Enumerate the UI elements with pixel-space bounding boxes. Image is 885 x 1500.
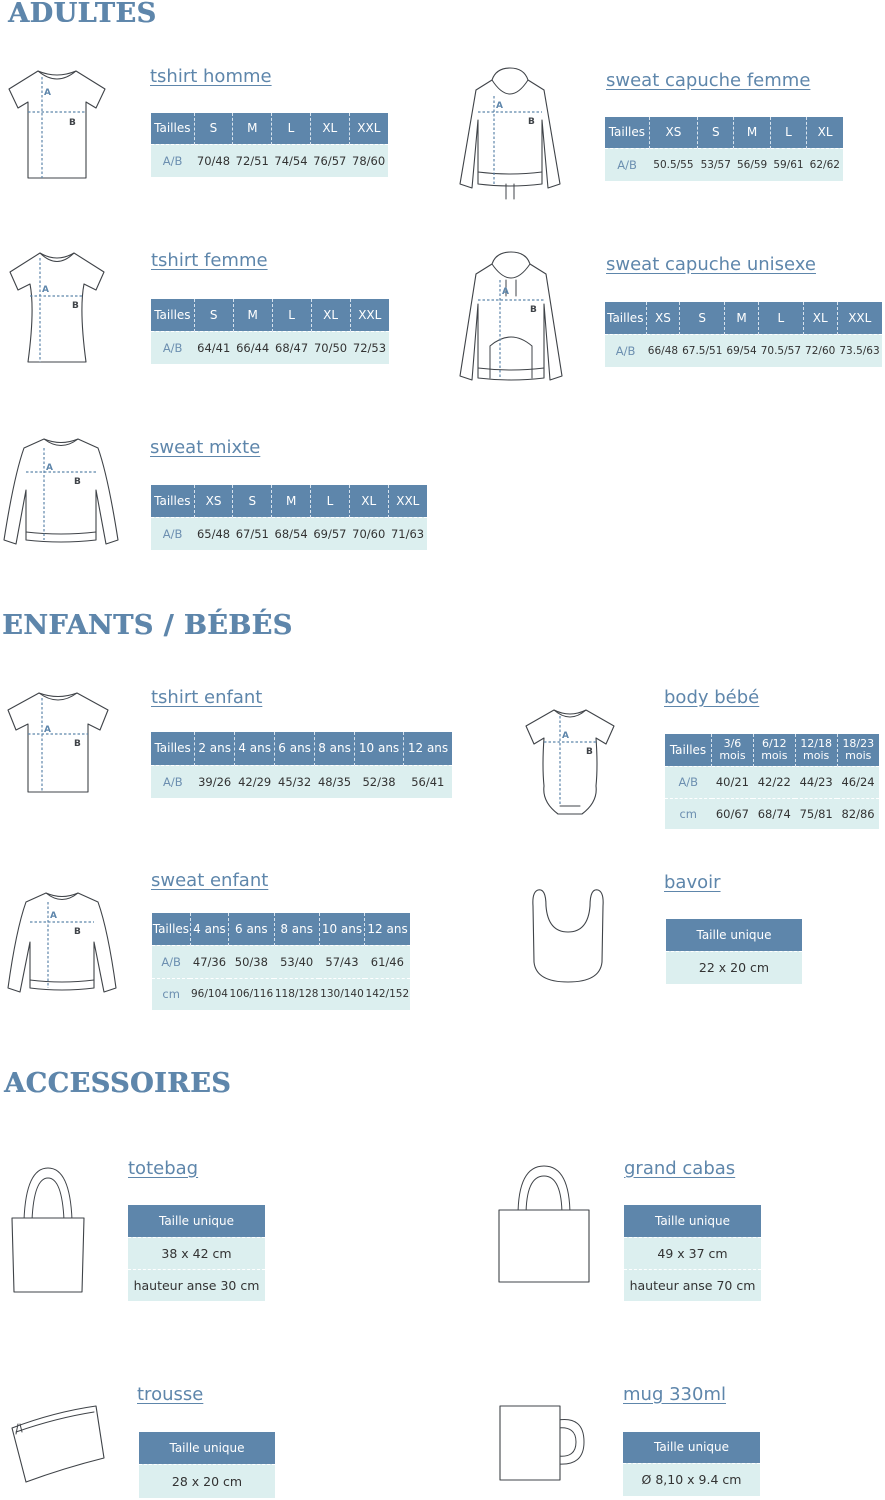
bavoir-drawing xyxy=(530,886,606,986)
product-title-bavoir[interactable]: bavoir xyxy=(664,872,721,893)
size-value: 50/38 xyxy=(229,945,274,978)
size-value: 48/35 xyxy=(315,765,355,798)
size-value: 72/51 xyxy=(233,144,272,177)
section-title-adultes: ADULTES xyxy=(8,0,157,29)
mark-a: A xyxy=(44,88,51,98)
size-header: L xyxy=(272,299,311,331)
hoodie-icon xyxy=(456,66,564,202)
size-value: 42/22 xyxy=(753,766,795,798)
taille-unique-header: Taille unique xyxy=(624,1205,761,1237)
section-title-enfants: ENFANTS / BÉBÉS xyxy=(2,610,293,641)
size-header: 6 ans xyxy=(275,732,315,765)
row-label-ab: A/B xyxy=(605,334,646,367)
product-title-tshirt-enfant[interactable]: tshirt enfant xyxy=(151,687,263,708)
row-label-ab: A/B xyxy=(605,148,649,181)
tailles-label: Tailles xyxy=(605,117,649,148)
size-value: 52/38 xyxy=(355,765,404,798)
size-header: M xyxy=(725,302,759,334)
tailles-label: Tailles xyxy=(151,299,194,331)
mark-b: B xyxy=(586,747,593,757)
dimension-value: 28 x 20 cm xyxy=(139,1464,275,1498)
size-value: 66/48 xyxy=(646,334,680,367)
size-header-line: 12/18 xyxy=(800,736,833,750)
tailles-label: Tailles xyxy=(151,113,194,144)
size-header: S xyxy=(233,485,272,517)
sweatshirt-icon xyxy=(2,436,120,548)
mark-a: A xyxy=(46,463,53,473)
size-value: 70.5/57 xyxy=(758,334,803,367)
size-header: L xyxy=(770,117,806,148)
size-header-line: 6/12 xyxy=(761,736,787,750)
size-value: 44/23 xyxy=(795,766,837,798)
totebag-drawing xyxy=(10,1166,86,1294)
taille-unique-header: Taille unique xyxy=(139,1432,275,1464)
size-value: 61/46 xyxy=(365,945,410,978)
size-table-tshirt-homme xyxy=(151,113,388,177)
product-title-sweat-mixte[interactable]: sweat mixte xyxy=(150,437,261,458)
row-label-ab: A/B xyxy=(152,945,190,978)
size-table-sweat-capuche-unisexe xyxy=(605,302,882,367)
taille-unique-header: Taille unique xyxy=(623,1432,760,1463)
size-value: 96/104 xyxy=(190,978,228,1010)
size-value: 71/63 xyxy=(388,517,427,550)
size-value: 66/44 xyxy=(233,331,272,364)
size-value: 64/41 xyxy=(194,331,233,364)
tshirt-homme-drawing xyxy=(4,68,110,182)
row-label-cm: cm xyxy=(152,978,190,1010)
grand-cabas-drawing xyxy=(496,1164,592,1286)
mark-a: A xyxy=(496,101,503,111)
size-header: 8 ans xyxy=(274,913,319,945)
size-value: 68/74 xyxy=(753,798,795,829)
size-value: 62/62 xyxy=(807,148,843,181)
product-title-trousse[interactable]: trousse xyxy=(137,1384,204,1405)
size-value: 69/57 xyxy=(311,517,350,550)
size-value: 70/50 xyxy=(311,331,350,364)
size-header: XS xyxy=(649,117,697,148)
size-value: 53/40 xyxy=(274,945,319,978)
size-header: M xyxy=(233,299,272,331)
size-table-grand-cabas xyxy=(624,1205,761,1301)
size-header: 4 ans xyxy=(190,913,228,945)
size-value: 130/140 xyxy=(319,978,364,1010)
mark-b: B xyxy=(74,739,81,749)
size-header-line: mois xyxy=(719,748,746,762)
size-header: S xyxy=(698,117,734,148)
size-value: 142/152 xyxy=(365,978,410,1010)
size-table-sweat-enfant xyxy=(152,913,410,1010)
size-value: 46/24 xyxy=(837,766,879,798)
size-value: 68/54 xyxy=(272,517,311,550)
size-header xyxy=(837,734,879,766)
taille-unique-header: Taille unique xyxy=(128,1205,265,1237)
size-value: 59/61 xyxy=(770,148,806,181)
size-header: XXL xyxy=(388,485,427,517)
size-table-sweat-mixte xyxy=(151,485,427,550)
size-value: 45/32 xyxy=(275,765,315,798)
dimension-value: Ø 8,10 x 9.4 cm xyxy=(623,1463,760,1496)
size-value: 40/21 xyxy=(712,766,754,798)
size-value: 57/43 xyxy=(319,945,364,978)
product-title-grand-cabas[interactable]: grand cabas xyxy=(624,1158,736,1179)
row-label-ab: A/B xyxy=(665,766,712,798)
mug-drawing xyxy=(496,1402,592,1484)
size-value: 50.5/55 xyxy=(649,148,697,181)
size-header xyxy=(712,734,754,766)
mark-b: B xyxy=(72,301,79,311)
size-header-line: mois xyxy=(845,748,872,762)
size-table-sweat-capuche-femme xyxy=(605,117,843,181)
size-header: XL xyxy=(349,485,388,517)
size-value: 39/26 xyxy=(195,765,235,798)
totebag-icon xyxy=(10,1166,86,1294)
size-header: 6 ans xyxy=(229,913,274,945)
tailles-label: Tailles xyxy=(665,734,712,766)
sweat-enfant-drawing xyxy=(6,890,118,996)
size-value: 42/29 xyxy=(235,765,275,798)
size-table-tshirt-femme xyxy=(151,299,389,364)
size-header: XXL xyxy=(837,302,882,334)
mark-a: A xyxy=(502,287,509,297)
size-value: 76/57 xyxy=(310,144,349,177)
size-header: S xyxy=(194,299,233,331)
size-header: L xyxy=(272,113,311,144)
product-title-sweat-enfant[interactable]: sweat enfant xyxy=(151,870,269,891)
size-value: 65/48 xyxy=(194,517,233,550)
size-value: 53/57 xyxy=(698,148,734,181)
tailles-label: Tailles xyxy=(151,485,194,517)
mark-b: B xyxy=(69,118,76,128)
size-value: 69/54 xyxy=(725,334,759,367)
size-value: 56/41 xyxy=(404,765,452,798)
mark-b: B xyxy=(74,927,81,937)
size-header-line: 18/23 xyxy=(842,736,875,750)
size-value: 60/67 xyxy=(712,798,754,829)
size-value: 82/86 xyxy=(837,798,879,829)
size-header: S xyxy=(194,113,233,144)
dimension-value: 49 x 37 cm xyxy=(624,1237,761,1269)
sweat-capuche-unisexe-drawing xyxy=(456,250,566,386)
tshirt-icon xyxy=(4,250,110,366)
sweat-capuche-femme-drawing xyxy=(456,66,564,202)
tshirt-icon xyxy=(4,68,110,182)
row-label-ab: A/B xyxy=(151,765,195,798)
dimension-value: hauteur anse 30 cm xyxy=(128,1269,265,1301)
cabas-icon xyxy=(496,1164,592,1286)
row-label-cm: cm xyxy=(665,798,712,829)
tshirt-icon xyxy=(4,690,112,796)
size-header: XL xyxy=(310,113,349,144)
product-title-sweat-capuche-unisexe[interactable]: sweat capuche unisexe xyxy=(606,254,816,275)
body-bebe-drawing xyxy=(522,706,618,822)
row-label-ab: A/B xyxy=(151,144,194,177)
product-title-tshirt-homme[interactable]: tshirt homme xyxy=(150,66,272,87)
mark-b: B xyxy=(74,477,81,487)
size-header: XL xyxy=(803,302,837,334)
tshirt-enfant-drawing xyxy=(4,690,112,796)
size-value: 68/47 xyxy=(272,331,311,364)
size-header: 12 ans xyxy=(404,732,452,765)
tshirt-femme-drawing xyxy=(4,250,110,366)
dimension-value: 22 x 20 cm xyxy=(666,951,802,984)
mark-a: A xyxy=(50,911,57,921)
dimension-value: hauteur anse 70 cm xyxy=(624,1269,761,1301)
mark-a: A xyxy=(42,285,49,295)
size-value: 70/60 xyxy=(349,517,388,550)
trousse-drawing xyxy=(8,1402,108,1484)
size-header xyxy=(795,734,837,766)
size-header: M xyxy=(233,113,272,144)
product-title-body-bebe[interactable]: body bébé xyxy=(664,687,760,708)
size-header: 4 ans xyxy=(235,732,275,765)
size-value: 72/60 xyxy=(803,334,837,367)
mug-icon xyxy=(496,1402,592,1484)
size-table-tshirt-enfant xyxy=(151,732,452,798)
size-value: 47/36 xyxy=(190,945,228,978)
size-header: XL xyxy=(311,299,350,331)
mark-b: B xyxy=(528,117,535,127)
product-title-mug[interactable]: mug 330ml xyxy=(623,1384,726,1405)
product-title-totebag[interactable]: totebag xyxy=(128,1158,199,1179)
size-value: 72/53 xyxy=(350,331,389,364)
size-header: 10 ans xyxy=(319,913,364,945)
product-title-tshirt-femme[interactable]: tshirt femme xyxy=(151,250,268,271)
tailles-label: Tailles xyxy=(152,913,190,945)
size-header: 10 ans xyxy=(355,732,404,765)
size-value: 70/48 xyxy=(194,144,233,177)
taille-unique-header: Taille unique xyxy=(666,919,802,951)
size-value: 56/59 xyxy=(734,148,770,181)
size-header: XXL xyxy=(350,299,389,331)
size-table-totebag xyxy=(128,1205,265,1301)
hoodie-icon xyxy=(456,250,566,386)
size-value: 106/116 xyxy=(229,978,274,1010)
size-header: 2 ans xyxy=(195,732,235,765)
mark-b: B xyxy=(530,305,537,315)
size-header: L xyxy=(758,302,803,334)
bib-icon xyxy=(530,886,606,986)
size-header: XS xyxy=(194,485,233,517)
size-value: 75/81 xyxy=(795,798,837,829)
sweat-mixte-drawing xyxy=(2,436,120,548)
bodysuit-icon xyxy=(522,706,618,822)
size-header: L xyxy=(311,485,350,517)
size-header: M xyxy=(734,117,770,148)
pouch-icon xyxy=(8,1402,108,1484)
size-header: S xyxy=(680,302,725,334)
size-table-trousse xyxy=(139,1432,275,1498)
size-header-line: mois xyxy=(761,748,788,762)
product-title-sweat-capuche-femme[interactable]: sweat capuche femme xyxy=(606,70,811,91)
size-header: 8 ans xyxy=(315,732,355,765)
mark-a: A xyxy=(44,725,51,735)
size-table-body-bebe xyxy=(665,734,879,829)
size-value: 118/128 xyxy=(274,978,319,1010)
row-label-ab: A/B xyxy=(151,517,194,550)
sweatshirt-icon xyxy=(6,890,118,996)
size-table-bavoir xyxy=(666,919,802,984)
size-header: 12 ans xyxy=(365,913,410,945)
size-value: 67/51 xyxy=(233,517,272,550)
size-value: 73.5/63 xyxy=(837,334,882,367)
size-table-mug xyxy=(623,1432,760,1496)
row-label-ab: A/B xyxy=(151,331,194,364)
size-header: XXL xyxy=(349,113,388,144)
size-header-line: 3/6 xyxy=(723,736,742,750)
size-header-line: mois xyxy=(803,748,830,762)
size-value: 67.5/51 xyxy=(680,334,725,367)
size-header xyxy=(753,734,795,766)
size-value: 78/60 xyxy=(349,144,388,177)
size-header: M xyxy=(272,485,311,517)
mark-a: A xyxy=(562,731,569,741)
section-title-accessoires: ACCESSOIRES xyxy=(4,1068,232,1099)
size-value: 74/54 xyxy=(272,144,311,177)
dimension-value: 38 x 42 cm xyxy=(128,1237,265,1269)
size-header: XS xyxy=(646,302,680,334)
tailles-label: Tailles xyxy=(151,732,195,765)
tailles-label: Tailles xyxy=(605,302,646,334)
size-header: XL xyxy=(807,117,843,148)
